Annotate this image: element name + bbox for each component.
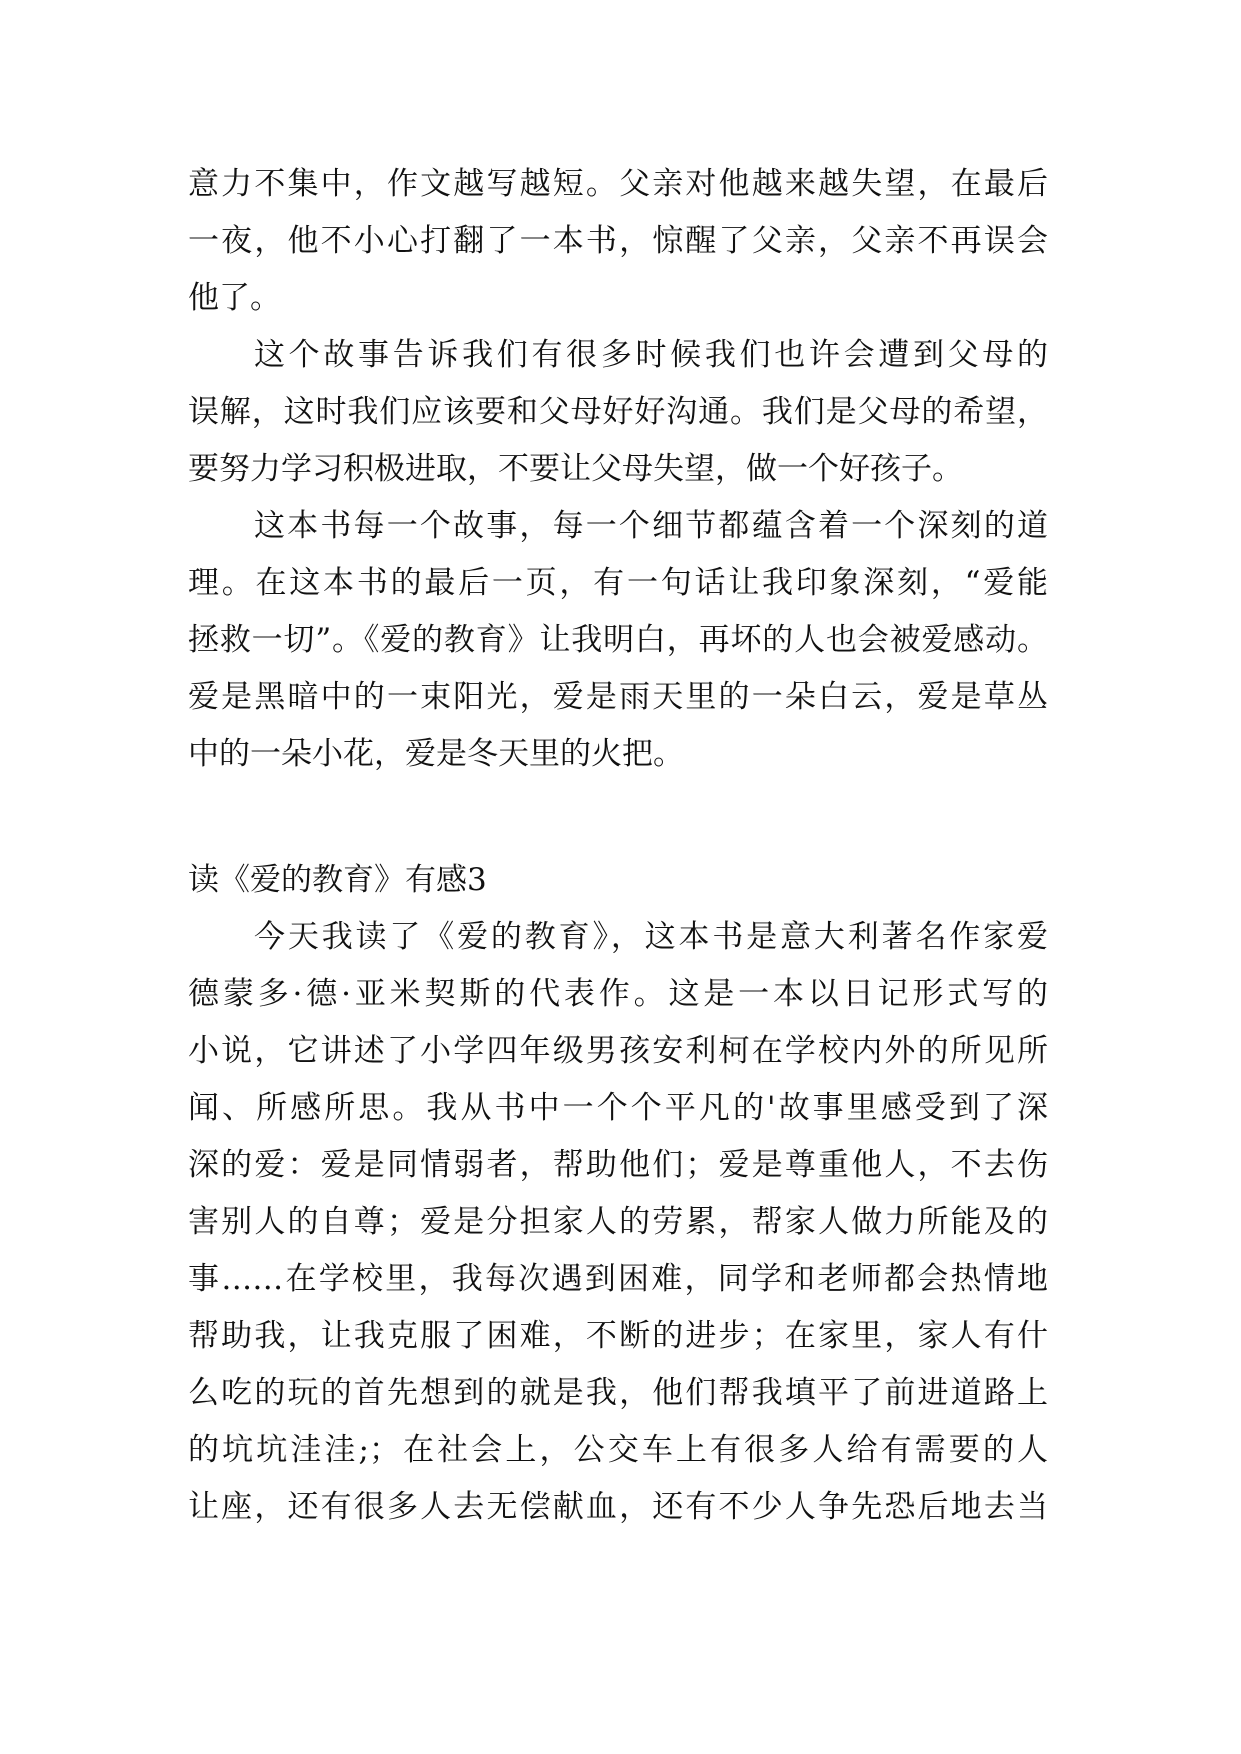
text-line: 中的一朵小花，爱是冬天里的火把。 bbox=[188, 736, 684, 772]
section-heading: 读《爱的教育》有感3 bbox=[188, 862, 487, 898]
text-line: 这个故事告诉我们有很多时候我们也许会遭到父母的 bbox=[254, 337, 1048, 373]
text-line: 让座，还有很多人去无偿献血，还有不少人争先恐后地去当 bbox=[188, 1489, 1048, 1525]
text-line: 这本书每一个故事，每一个细节都蕴含着一个深刻的道 bbox=[254, 508, 1048, 544]
text-line: 意力不集中，作文越写越短。父亲对他越来越失望，在最后 bbox=[188, 166, 1048, 202]
text-line: 害别人的自尊；爱是分担家人的劳累，帮家人做力所能及的 bbox=[188, 1204, 1048, 1240]
text-line: 误解，这时我们应该要和父母好好沟通。我们是父母的希望， bbox=[188, 394, 1048, 430]
text-line: 闻、所感所思。我从书中一个个平凡的'故事里感受到了深 bbox=[188, 1090, 1048, 1126]
text-line: 德蒙多·德·亚米契斯的代表作。这是一本以日记形式写的 bbox=[188, 976, 1048, 1012]
text-line: 要努力学习积极进取，不要让父母失望，做一个好孩子。 bbox=[188, 451, 963, 487]
text-line: 一夜，他不小心打翻了一本书，惊醒了父亲，父亲不再误会 bbox=[188, 223, 1048, 259]
text-line: 深的爱：爱是同情弱者，帮助他们；爱是尊重他人，不去伤 bbox=[188, 1147, 1048, 1183]
text-line: 小说，它讲述了小学四年级男孩安利柯在学校内外的所见所 bbox=[188, 1033, 1048, 1069]
text-line: 么吃的玩的首先想到的就是我，他们帮我填平了前进道路上 bbox=[188, 1375, 1048, 1411]
text-line: 理。在这本书的最后一页，有一句话让我印象深刻，“爱能 bbox=[188, 565, 1048, 601]
text-line: 今天我读了《爱的教育》，这本书是意大利著名作家爱 bbox=[254, 919, 1048, 955]
text-line: 的坑坑洼洼;；在社会上，公交车上有很多人给有需要的人 bbox=[188, 1432, 1048, 1468]
text-line: 拯救一切”。《爱的教育》让我明白，再坏的人也会被爱感动。 bbox=[188, 622, 1048, 658]
text-line: 事……在学校里，我每次遇到困难，同学和老师都会热情地 bbox=[188, 1261, 1048, 1297]
text-line: 他了。 bbox=[188, 280, 281, 316]
text-line: 爱是黑暗中的一束阳光，爱是雨天里的一朵白云，爱是草丛 bbox=[188, 679, 1048, 715]
text-line: 帮助我，让我克服了困难，不断的进步；在家里，家人有什 bbox=[188, 1318, 1048, 1354]
